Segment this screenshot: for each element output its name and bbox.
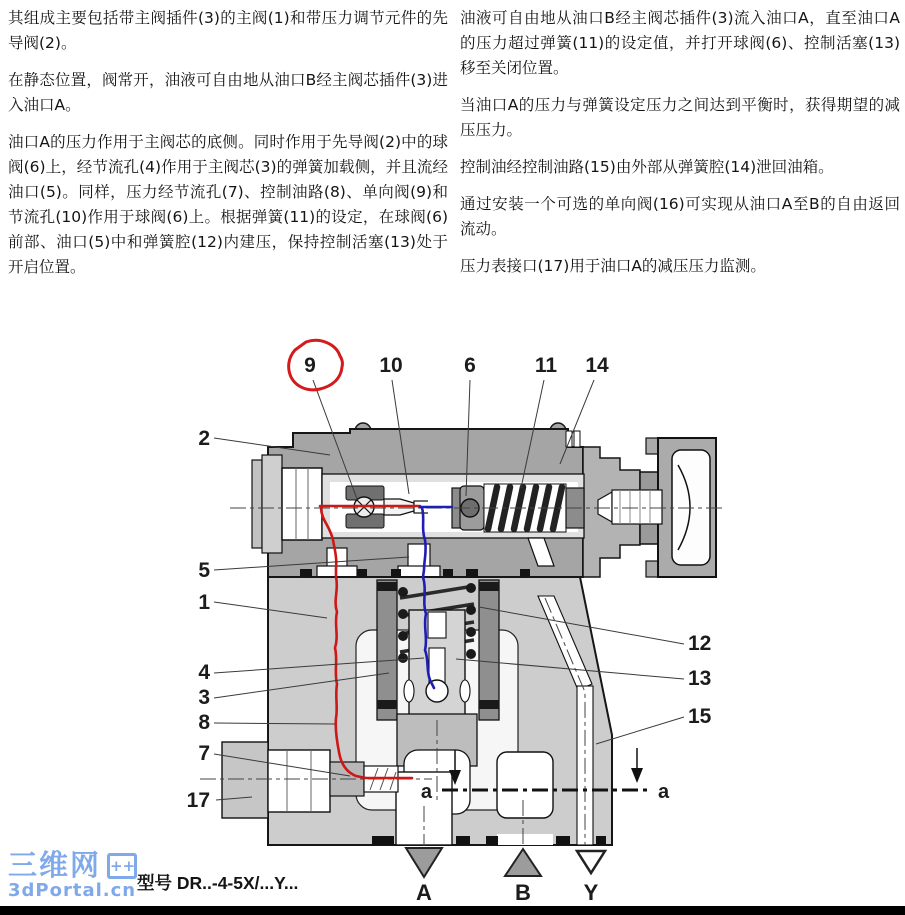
figure-caption: 型号 DR..-4-5X/...Y...	[137, 873, 299, 893]
watermark-subtitle: 3dPortal.cn	[8, 880, 137, 901]
callout-label-9: 9	[304, 354, 316, 377]
callout-label-14: 14	[585, 354, 609, 377]
watermark-logo-icon: ++	[107, 853, 137, 879]
paragraph: 控制油经控制油路(15)由外部从弹簧腔(14)泄回油箱。	[460, 158, 834, 176]
right-text-column	[460, 6, 900, 291]
callout-label-7: 7	[198, 742, 210, 765]
port-b-arrow	[505, 849, 541, 876]
callout-label-13: 13	[688, 667, 712, 690]
callout-label-4: 4	[198, 661, 210, 684]
port-y-arrow	[577, 851, 605, 873]
callout-label-15: 15	[688, 705, 712, 728]
callout-label-2: 2	[198, 427, 210, 450]
section-letter-a-right: a	[658, 781, 670, 803]
section-letter-a-left: a	[420, 781, 432, 803]
port-label-y: Y	[583, 880, 599, 905]
paragraph: 压力表接口(17)用于油口A的减压压力监测。	[460, 257, 766, 275]
port-symbols	[406, 848, 605, 905]
callout-label-3: 3	[198, 686, 210, 709]
port-b-cavity	[497, 752, 553, 818]
callout-label-12: 12	[688, 632, 712, 655]
paragraph: 在静态位置，阀常开，油液可自由地从油口B经主阀芯插件(3)进入油口A。	[8, 71, 448, 114]
paragraph: 当油口A的压力与弹簧设定压力之间达到平衡时，获得期望的减压压力。	[460, 96, 900, 139]
paragraph: 通过安装一个可选的单向阀(16)可实现从油口A至B的自由返回流动。	[460, 195, 900, 238]
spool-port	[426, 680, 448, 702]
callout-label-1: 1	[198, 591, 210, 614]
valve-cross-section-figure	[0, 330, 905, 905]
callout-label-17: 17	[186, 789, 210, 812]
paragraph: 其组成主要包括带主阀插件(3)的主阀(1)和带压力调节元件的先导阀(2)。	[8, 9, 448, 52]
left-text-column	[8, 6, 448, 292]
bottom-scan-bar	[0, 906, 905, 915]
port-a-arrow	[406, 848, 442, 877]
watermark-title: 三维网	[8, 848, 102, 882]
port-label-b: B	[515, 880, 531, 905]
callout-label-8: 8	[198, 711, 210, 734]
callout-label-11: 11	[534, 354, 558, 377]
callout-label-6: 6	[464, 354, 476, 377]
watermark	[8, 848, 137, 901]
paragraph: 油液可自由地从油口B经主阀芯插件(3)流入油口A，直至油口A的压力超过弹簧(11)的设定值，并打开球阀(6)、控制活塞(13)移至关闭位置。	[460, 9, 900, 77]
left-plug	[252, 455, 322, 553]
port-label-a: A	[416, 880, 432, 905]
callout-label-5: 5	[198, 559, 210, 582]
paragraph: 油口A的压力作用于主阀芯的底侧。同时作用于先导阀(2)中的球阀(6)上，经节流孔(4)作用于主阀芯(3)的弹簧加载侧，并且流经油口(5)。同样，压力经节流孔(7)、控制油路(8)、单向阀(9)和节流孔(10)作用于球阀(6)上。根据弹簧(11)的设定，在球阀(6)前部、油口(5)中和弹簧腔(12)内建压，保持控制活塞(13)处于开启位置。	[8, 133, 448, 276]
callout-label-10: 10	[379, 354, 403, 377]
